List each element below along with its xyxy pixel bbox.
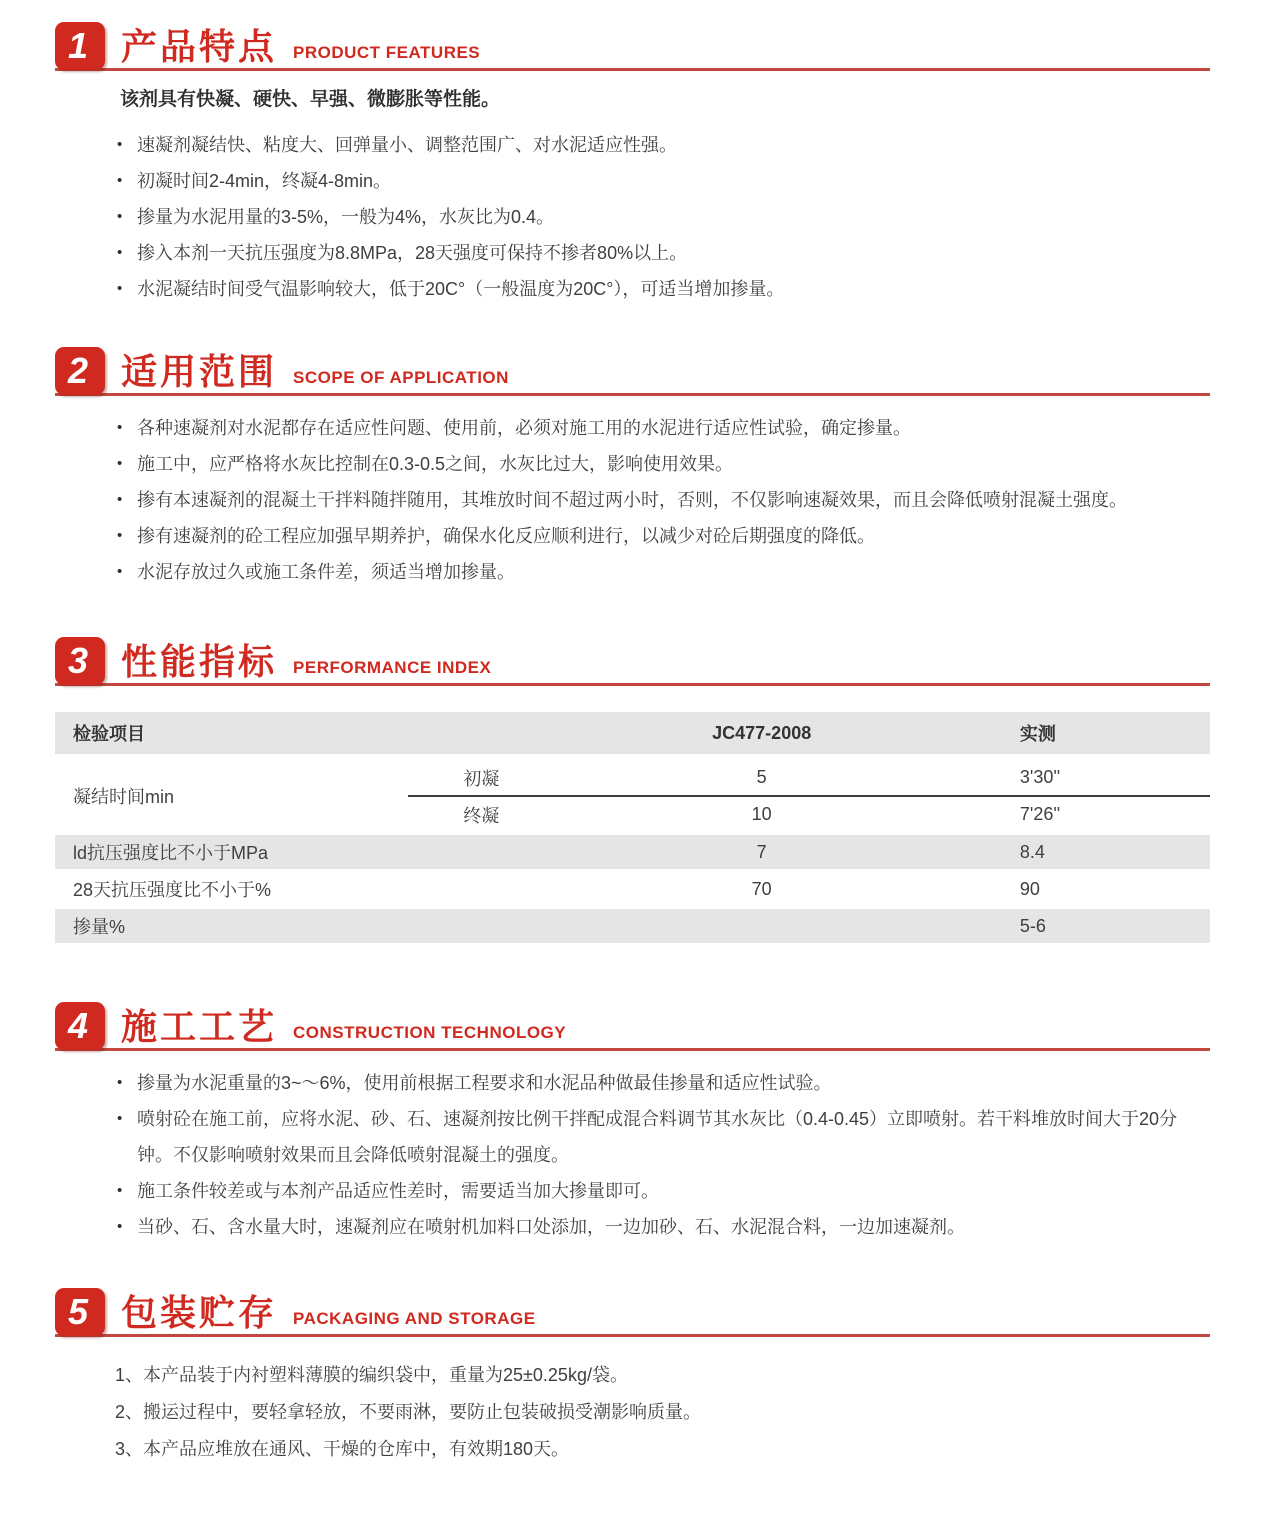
bullet-item: • 掺量为水泥重量的3~～6%，使用前根据工程要求和水泥品种做最佳掺量和适应性试验。 [115, 1065, 1210, 1101]
section-4-number: 4 [67, 1005, 89, 1046]
table-row-dosage [55, 908, 1210, 945]
section-4-header [55, 1002, 1210, 1051]
bullet-item: • 速凝剂凝结快、粘度大、回弹量小、调整范围广、对水泥适应性强。 [115, 127, 1210, 163]
header-measured: 实测 [920, 712, 1210, 757]
cell-standard-dosage [603, 908, 919, 945]
bullet-item: • 当砂、石、含水量大时，速凝剂应在喷射机加料口处添加，一边加砂、石、水泥混合料，一边加速凝剂。 [115, 1209, 1210, 1245]
section-1-number: 1 [67, 25, 89, 66]
bullet-item: • 掺入本剂一天抗压强度为8.8MPa，28天强度可保持不掺者80%以上。 [115, 235, 1210, 271]
header-sub [408, 712, 603, 757]
section-performance-index [55, 637, 1210, 946]
cell-standard-1d-strength: 7 [603, 834, 919, 871]
section-product-features [55, 22, 1210, 307]
cell-measured-final: 7'26'' [920, 796, 1210, 834]
section-scope-of-application [55, 347, 1210, 590]
cell-measured-dosage: 5-6 [920, 908, 1210, 945]
section-3-title-zh: 性能指标 [121, 641, 278, 682]
section-construction-technology [55, 1002, 1210, 1245]
section-2-header [55, 347, 1210, 396]
section-3-title-en: PERFORMANCE INDEX [293, 658, 492, 677]
section-5-title-en: PACKAGING AND STORAGE [293, 1309, 536, 1328]
section-3-number: 3 [67, 640, 89, 681]
cell-item-1d-strength: ld抗压强度比不小于MPa [55, 834, 603, 871]
cell-standard-initial: 5 [603, 757, 919, 796]
section-4-bullet-list [55, 1065, 1210, 1245]
cell-standard-28d-strength: 70 [603, 871, 919, 908]
section-4-title-en: CONSTRUCTION TECHNOLOGY [293, 1023, 567, 1042]
cell-standard-final: 10 [603, 796, 919, 834]
cell-sub-final: 终凝 [408, 796, 603, 834]
cell-item-dosage: 掺量% [55, 908, 603, 945]
section-2-bullet-list [55, 410, 1210, 590]
numbered-item: 3、本产品应堆放在通风、干燥的仓库中，有效期180天。 [115, 1439, 570, 1459]
bullet-item: • 施工中，应严格将水灰比控制在0.3-0.5之间，水灰比过大，影响使用效果。 [115, 446, 1210, 482]
cell-measured-initial: 3'30'' [920, 757, 1210, 796]
cell-item-28d-strength: 28天抗压强度比不小于% [55, 871, 603, 908]
bullet-item: • 初凝时间2-4min，终凝4-8min。 [115, 163, 1210, 199]
numbered-item: 2、搬运过程中，要轻拿轻放，不要雨淋，要防止包装破损受潮影响质量。 [115, 1402, 702, 1422]
section-5-title-zh: 包装贮存 [121, 1292, 278, 1333]
section-5-numbered-list [55, 1357, 1210, 1468]
section-5-number-badge [55, 1288, 105, 1336]
section-1-header [55, 22, 1210, 71]
section-1-title-en: PRODUCT FEATURES [293, 43, 481, 62]
section-1-intro: 该剂具有快凝、硬快、早强、微膨胀等性能。 [120, 89, 501, 110]
bullet-item: • 水泥存放过久或施工条件差，须适当增加掺量。 [115, 554, 1210, 590]
cell-item-setting-time: 凝结时间min [55, 757, 408, 834]
header-standard: JC477-2008 [603, 712, 919, 757]
table-row-setting-time-initial [55, 757, 1210, 796]
bullet-item: • 掺量为水泥用量的3-5%，一般为4%，水灰比为0.4。 [115, 199, 1210, 235]
bullet-item: • 喷射砼在施工前，应将水泥、砂、石、速凝剂按比例干拌配成混合料调节其水灰比（0.4-0.45）立即喷射。若干料堆放时间大于20分钟。不仅影响喷射效果而且会降低喷射混凝土的强度。 [115, 1101, 1210, 1173]
header-check-item: 检验项目 [55, 712, 408, 757]
section-2-number: 2 [67, 350, 89, 391]
performance-table [55, 712, 1210, 946]
section-2-title-zh: 适用范围 [121, 351, 278, 392]
section-2-number-badge [55, 347, 105, 395]
section-3-header [55, 637, 1210, 686]
cell-measured-28d-strength: 90 [920, 871, 1210, 908]
section-1-bullet-list [55, 127, 1210, 307]
cell-measured-1d-strength: 8.4 [920, 834, 1210, 871]
section-4-number-badge [55, 1002, 105, 1050]
section-5-number: 5 [67, 1291, 89, 1332]
table-row-28d-strength [55, 871, 1210, 908]
section-4-title-zh: 施工工艺 [121, 1006, 278, 1047]
section-1-title-zh: 产品特点 [121, 26, 278, 67]
table-row-1d-strength [55, 834, 1210, 871]
section-1-number-badge [55, 22, 105, 70]
cell-sub-initial: 初凝 [408, 757, 603, 796]
section-5-header [55, 1288, 1210, 1337]
bullet-item: • 施工条件较差或与本剂产品适应性差时，需要适当加大掺量即可。 [115, 1173, 1210, 1209]
bullet-item: • 各种速凝剂对水泥都存在适应性问题、使用前，必须对施工用的水泥进行适应性试验，确定掺量。 [115, 410, 1210, 446]
section-packaging-and-storage [55, 1288, 1210, 1468]
section-2-title-en: SCOPE OF APPLICATION [293, 368, 509, 387]
bullet-item: • 掺有速凝剂的砼工程应加强早期养护，确保水化反应顺利进行，以减少对砼后期强度的降低。 [115, 518, 1210, 554]
section-3-number-badge [55, 637, 105, 685]
numbered-item: 1、本产品装于内衬塑料薄膜的编织袋中，重量为25±0.25kg/袋。 [115, 1365, 628, 1385]
bullet-item: • 水泥凝结时间受气温影响较大，低于20C°（一般温度为20C°），可适当增加掺量。 [115, 271, 1210, 307]
table-header-row [55, 712, 1210, 757]
bullet-item: • 掺有本速凝剂的混凝土干拌料随拌随用，其堆放时间不超过两小时，否则，不仅影响速凝效果，而且会降低喷射混凝土强度。 [115, 482, 1210, 518]
